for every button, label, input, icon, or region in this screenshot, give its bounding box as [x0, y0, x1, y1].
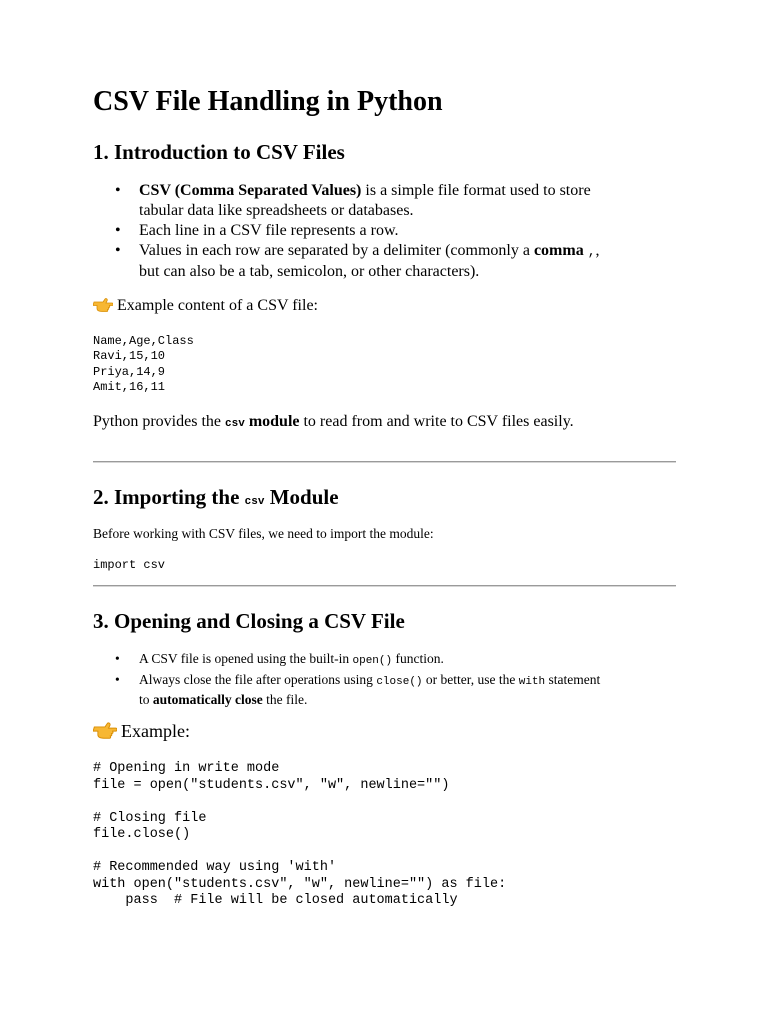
bold-term: automatically close: [152, 692, 263, 707]
heading-text: Module: [264, 485, 339, 509]
list-item: [93, 650, 600, 671]
horizontal-rule: [93, 461, 676, 463]
section-1-heading: 1. Introduction to CSV Files: [93, 140, 345, 164]
code-line: Ravi,15,10: [93, 349, 166, 364]
section-2-heading: [93, 485, 339, 510]
bullet-dot: •: [115, 651, 120, 666]
code-line: # Closing file: [93, 810, 207, 826]
bullet-text: function.: [392, 651, 444, 666]
bullet-text: Values in each row are separated by a delimiter (commonly a: [139, 242, 534, 259]
example-label-text: Example content of a CSV file:: [117, 297, 318, 314]
bullet-text: but can also be a tab, semicolon, or other characters).: [139, 263, 480, 280]
bullet-text: ,: [595, 242, 600, 259]
code-line: # Opening in write mode: [93, 761, 280, 776]
section-3-heading: 3. Opening and Closing a CSV File: [93, 609, 405, 633]
import-intro-text: Before working with CSV files, we need to import the module:: [93, 526, 434, 541]
list-item: [93, 241, 600, 282]
code-line: import csv: [93, 558, 166, 572]
bullet-text: Always close the file after operations using: [139, 671, 377, 687]
inline-code: csv: [225, 418, 245, 430]
section-1-bullet-list: [93, 181, 600, 282]
horizontal-rule: [93, 585, 676, 587]
bold-term: CSV (Comma Separated Values): [139, 182, 362, 199]
open-close-code-block: [93, 761, 506, 910]
page-title: CSV File Handling in Python: [93, 86, 443, 117]
list-item: [93, 181, 600, 221]
code-line: Name,Age,Class: [93, 334, 194, 348]
backhand-index-pointing-right-icon: [93, 721, 117, 745]
paragraph-text: Python provides the: [93, 413, 225, 430]
backhand-index-pointing-right-icon: [93, 297, 113, 318]
bullet-text: to: [139, 692, 153, 707]
bullet-text: the file.: [262, 692, 308, 707]
bullet-dot: •: [115, 182, 121, 199]
inline-code: open(): [352, 655, 393, 667]
bullet-text: Each line in a CSV file represents a row.: [139, 222, 399, 239]
import-code-block: [93, 558, 165, 573]
csv-example-block: [93, 334, 194, 395]
list-item: [93, 221, 600, 241]
code-line: file.close(): [93, 827, 191, 842]
section-3-bullet-list: [93, 650, 600, 709]
code-line: with open("students.csv", "w", newline="") as file:: [93, 876, 507, 892]
bold-term: comma: [533, 242, 584, 259]
bullet-text: tabular data like spreadsheets or databases.: [139, 202, 414, 219]
bullet-text: A CSV file is opened using the built-in: [139, 651, 353, 666]
code-line: Amit,16,11: [93, 379, 166, 394]
code-line: pass # File will be closed automatically: [93, 893, 458, 908]
example-label-text: Example:: [121, 721, 190, 741]
code-line: file = open("students.csv", "w", newline=""): [93, 777, 450, 793]
inline-code: with: [518, 675, 546, 688]
bullet-dot: •: [115, 242, 121, 259]
inline-code: ,: [587, 244, 596, 259]
heading-text: 2. Importing the: [93, 485, 245, 509]
bold-term: module: [244, 413, 300, 430]
bullet-text: statement: [545, 671, 601, 687]
paragraph-text: to read from and write to CSV files easily.: [299, 413, 574, 430]
list-item: [93, 671, 600, 709]
code-line: Priya,14,9: [93, 364, 166, 379]
bullet-text: or better, use the: [422, 671, 519, 687]
example-label-3: [93, 721, 190, 745]
inline-code: close(): [376, 675, 423, 688]
bullet-dot: •: [115, 671, 120, 687]
code-line: # Recommended way using 'with': [93, 860, 337, 875]
python-provides-text: [93, 413, 574, 431]
bullet-dot: •: [115, 222, 121, 239]
example-label-1: [93, 297, 318, 318]
inline-code: csv: [244, 496, 265, 508]
bullet-text: is a simple file format used to store: [361, 182, 591, 199]
